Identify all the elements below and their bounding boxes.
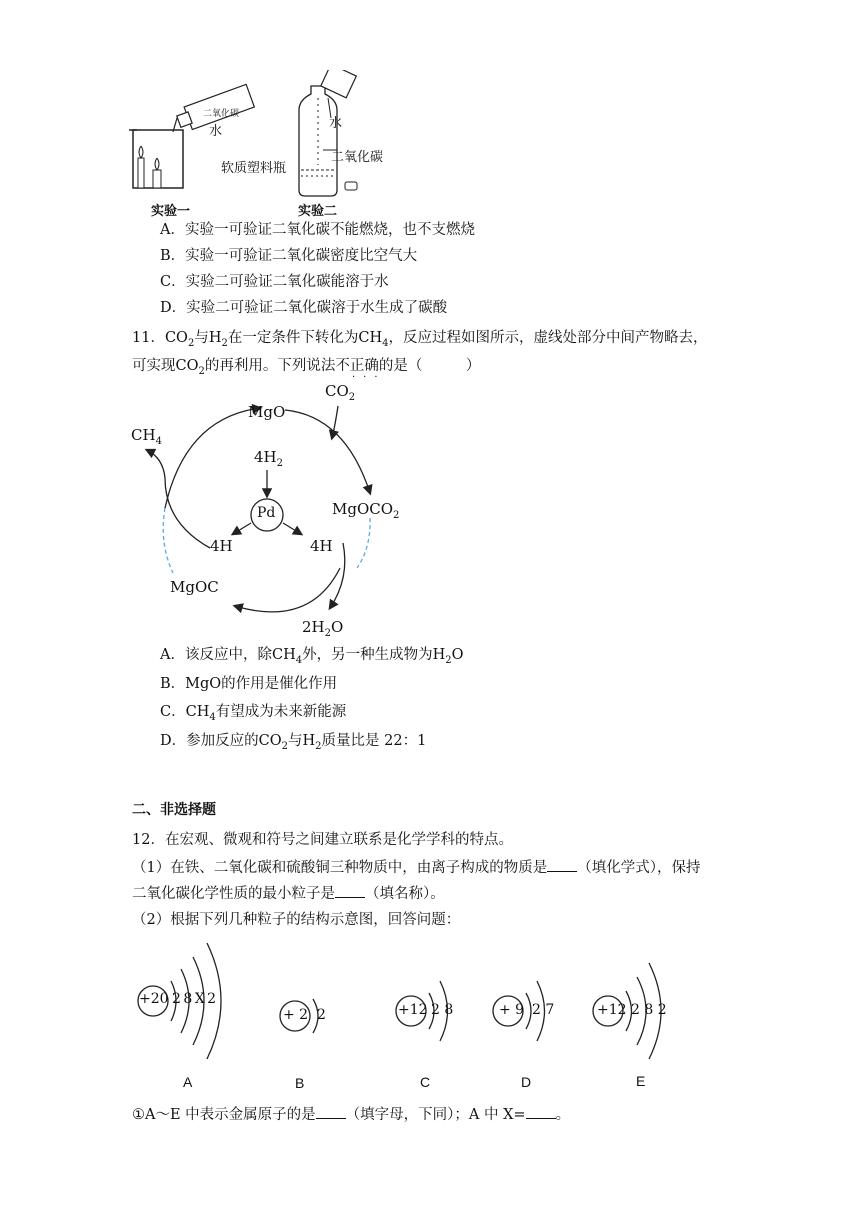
q12-part1-line2: 二氧化碳化学性质的最小粒子是 （填名称）。: [132, 883, 445, 904]
q12-part1-line1: （1）在铁、二氧化碳和硫酸铜三种物质中，由离子构成的物质是 （填化学式），保持: [132, 857, 700, 878]
atom-b-shells: 2: [317, 1007, 326, 1023]
q11-option-a: A．该反应中，除$CH_4$外，另一种生成物为$H_2O$: [160, 647, 464, 666]
mgoco2-label: MgOCO$_2$: [332, 500, 400, 521]
atom-d-nucleus: + 9: [499, 1002, 525, 1018]
mgoc-label: MgOC: [170, 578, 219, 596]
q10-option-a: A．实验一可验证二氧化碳不能燃烧，也不支燃烧: [160, 222, 475, 238]
q12-stem: 12．在宏观、微观和符号之间建立联系是化学学科的特点。: [132, 832, 513, 848]
atom-c-label: C: [420, 1074, 431, 1090]
atom-e-nucleus: +12: [597, 1002, 627, 1018]
h2o-output-label: $2H_2O$: [302, 618, 344, 639]
ch4-output-label: $CH_4$: [131, 426, 162, 447]
atom-c-shells: 2 8: [431, 1002, 454, 1018]
atom-c-nucleus: +12: [398, 1002, 428, 1018]
atom-d-label: D: [521, 1074, 532, 1090]
q11-option-d: D．参加反应的$CO_2$与$H_2$质量比是 22：1: [160, 733, 427, 752]
co2-input-label: $CO_2$: [325, 382, 356, 403]
atom-a-nucleus: +20: [139, 991, 169, 1007]
atom-e-label: E: [636, 1073, 646, 1089]
q11-option-c: C．$CH_4$有望成为未来新能源: [160, 704, 347, 723]
soft-bottle-label: 软质塑料瓶: [221, 161, 287, 176]
atom-b-nucleus: + 2: [283, 1007, 309, 1023]
atom-d-shells: 2 7: [532, 1002, 555, 1018]
experiment-figure: [125, 70, 405, 220]
co2-label: 二氧化碳: [331, 150, 384, 165]
mgo-label: MgO: [248, 403, 286, 421]
q11-stem-line1: 11．$CO_2$与$H_2$在一定条件下转化为$CH_4$，反应过程如图所示，虚线处部分中间产物略去，: [132, 330, 708, 349]
q11-option-b: B．MgO的作用是催化作用: [160, 676, 338, 692]
experiment-2-label: 实验二: [298, 204, 338, 219]
co2-bottle-label: 二氧化碳: [203, 108, 240, 118]
atom-a-label: A: [183, 1074, 193, 1090]
pd-catalyst-label: Pd: [257, 505, 276, 521]
water-label: 水: [209, 124, 223, 139]
section-heading: 二、非选择题: [132, 802, 216, 818]
h2-input-label: $4H_2$: [254, 448, 283, 469]
answer-blank-4[interactable]: [526, 1104, 556, 1119]
h-left-label: 4H: [210, 537, 233, 555]
atom-a-shells: 2 8 X 2: [172, 991, 217, 1007]
atom-b-label: B: [295, 1075, 305, 1091]
q12-sub-question: ①A～E 中表示金属原子的是 （填字母，下同）；A 中 X= 。: [132, 1104, 570, 1125]
answer-blank-3[interactable]: [316, 1104, 346, 1119]
q11-stem-line2: 可实现$CO_2$的再利用。下列说法不正确的是（ ）: [132, 358, 481, 377]
answer-blank-2[interactable]: [335, 883, 365, 898]
atom-e-shells: 2 8 2: [631, 1002, 667, 1018]
answer-blank-1[interactable]: [547, 857, 577, 872]
emphasis-dots: ···: [352, 372, 386, 383]
q10-option-c: C．实验二可验证二氧化碳能溶于水: [160, 274, 389, 290]
experiment-1-label: 实验一: [151, 204, 191, 219]
h-right-label: 4H: [310, 537, 333, 555]
q10-option-b: B．实验一可验证二氧化碳密度比空气大: [160, 248, 418, 264]
water-label-2: 水: [329, 116, 343, 131]
q10-option-d: D．实验二可验证二氧化碳溶于水生成了碳酸: [160, 300, 448, 316]
q12-part2: （2）根据下列几种粒子的结构示意图，回答问题：: [132, 912, 461, 928]
